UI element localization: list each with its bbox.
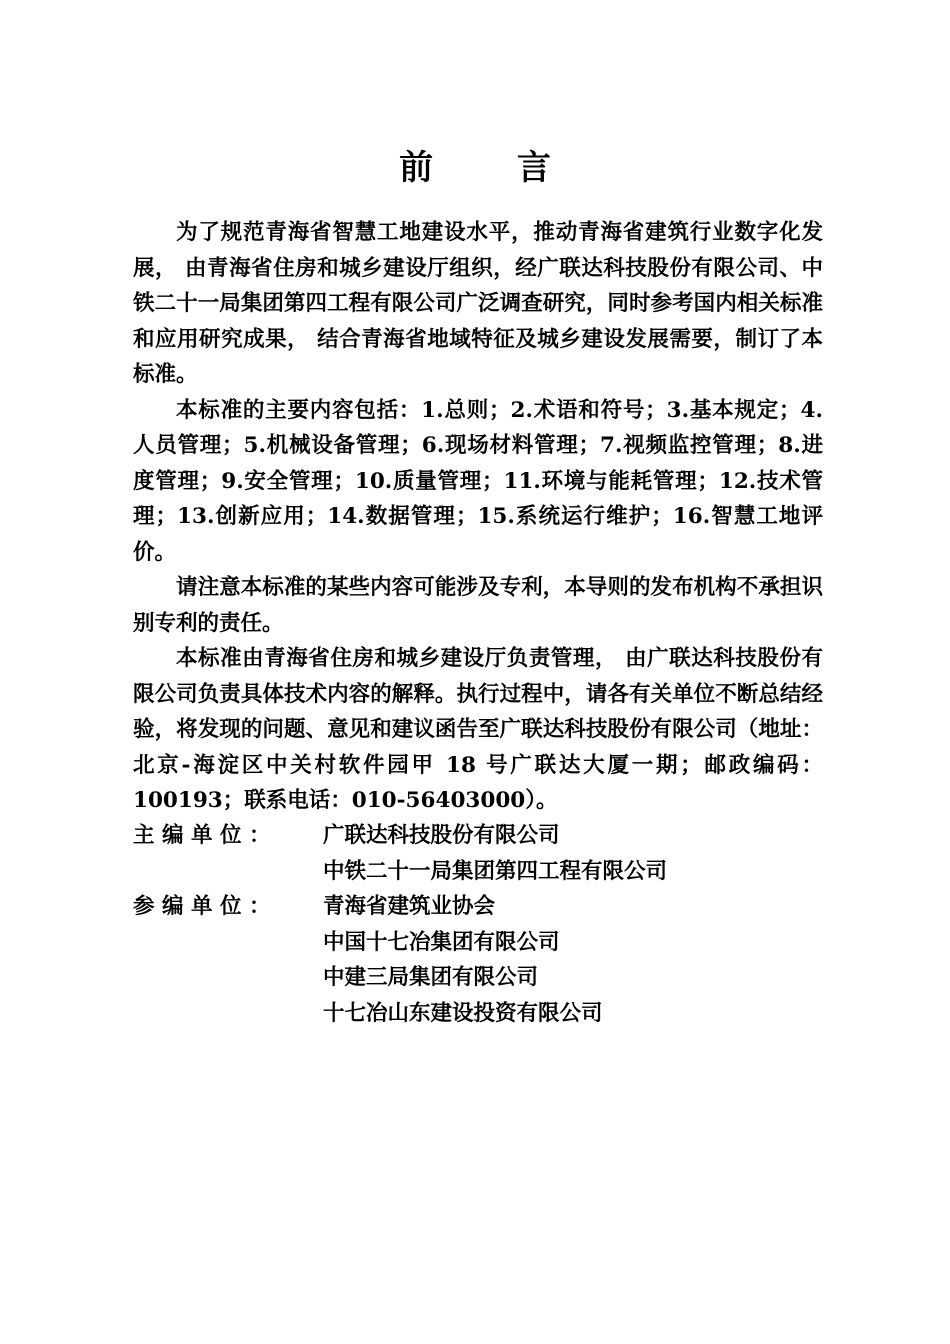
participating-units-label: 参 编 单 位 ： [133, 894, 271, 919]
chief-unit-item: 中铁二十一局集团第四工程有限公司 [323, 858, 668, 884]
participating-unit-item: 青海省建筑业协会 [323, 894, 496, 919]
preface-body [133, 215, 823, 819]
participating-unit-item: 中建三局集团有限公司 [323, 965, 539, 990]
paragraph-management: 本标准由青海省住房和城乡建设厅负责管理， 由广联达科技股份有限公司负责具体技术内容的解释。执行过程中，请各有关单位不断总结经验，将发现的问题、意见和建议函告至广联达科技股份有限公司（地址：北京-海淀区中关村软件园甲 18 号广联达大厦一期；邮政编码：100193；联系电话：010-56403000）。 [133, 646, 823, 813]
participating-units-list [323, 889, 823, 1031]
editing-units [133, 818, 823, 1031]
participating-unit-item: 中国十七冶集团有限公司 [323, 929, 560, 955]
chief-unit-item: 广联达科技股份有限公司 [323, 823, 560, 848]
participating-unit-item: 十七冶山东建设投资有限公司 [323, 1000, 603, 1026]
paragraph-patent: 请注意本标准的某些内容可能涉及专利，本导则的发布机构不承担识别专利的责任。 [133, 575, 823, 636]
participating-units-group [133, 889, 823, 1031]
paragraph-purpose: 为了规范青海省智慧工地建设水平，推动青海省建筑行业数字化发展， 由青海省住房和城乡建设厅组织，经广联达科技股份有限公司、中铁二十一局集团第四工程有限公司广泛调查研究，同时参考国内相关标准和应用研究成果， 结合青海省地域特征及城乡建设发展需要，制订了本标准。 [133, 220, 823, 387]
chief-units-list [323, 818, 823, 889]
page-title: 前 言 [399, 148, 587, 188]
chief-units-label: 主 编 单 位 ： [133, 823, 271, 848]
paragraph-contents: 本标准的主要内容包括：1.总则；2.术语和符号；3.基本规定；4.人员管理；5.机械设备管理；6.现场材料管理；7.视频监控管理；8.进度管理；9.安全管理；10.质量管理；11.环境与能耗管理；12.技术管理；13.创新应用；14.数据管理；15.系统运行维护；16.智慧工地评价。 [133, 397, 823, 565]
chief-units-group [133, 818, 823, 889]
